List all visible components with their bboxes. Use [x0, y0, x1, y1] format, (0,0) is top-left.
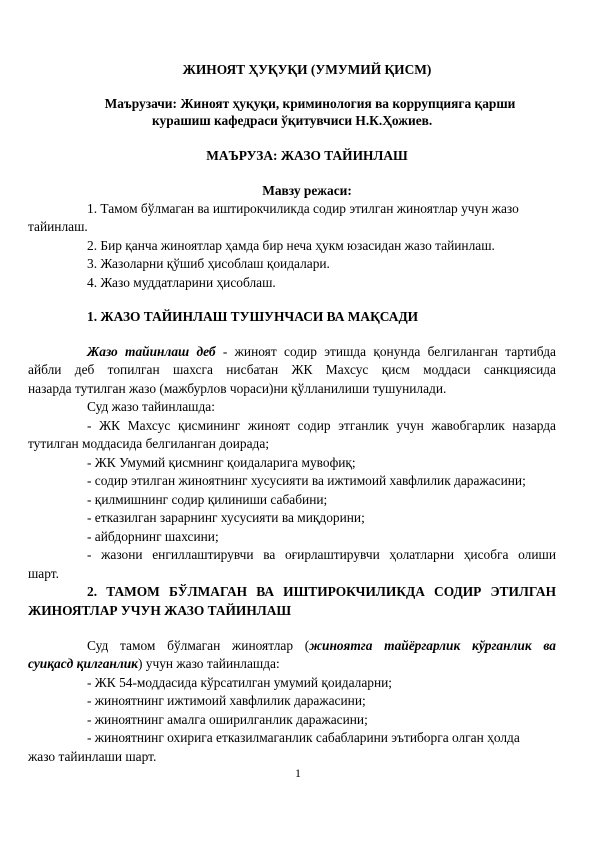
definition-term: Жазо тайинлаш деб — [87, 344, 216, 359]
plan-item-1: 1. Тамом бўлмаган ва иштирокчиликда содир этилган жиноятлар учун жазо — [87, 201, 519, 216]
court-intro: Суд жазо тайинлашда: — [87, 399, 215, 414]
rule-4: - жиноятнинг охирига етказилмаганлик сабабларини эътиборга олган ҳолда — [87, 730, 520, 745]
section-2-para-line-1 — [87, 638, 556, 654]
rule-1: - ЖК 54-моддасида кўрсатилган умумий қоидаларни; — [87, 675, 393, 690]
rule-4-cont: жазо тайинлаши шарт. — [28, 749, 157, 764]
criterion-1-cont: тутилган моддасида белгиланган доирада; — [28, 436, 270, 451]
criterion-5: - етказилган зарарнинг хусусияти ва миқдорини; — [87, 510, 365, 525]
para-term: жиноятга тайёргарлик кўрганлик ва — [309, 638, 556, 653]
criterion-7: - жазони енгиллаштирувчи ва оғирлаштирувчи ҳолатларни ҳисобга олиши — [87, 547, 556, 562]
criterion-6: - айбдорнинг шахсини; — [87, 529, 219, 544]
criterion-7-cont: шарт. — [28, 566, 59, 581]
criterion-4: - қилмишнинг содир қилиниши сабабини; — [87, 492, 328, 507]
section-2-para-line-2 — [28, 656, 526, 672]
plan-item-3: 3. Жазоларни қўшиб ҳисоблаш қоидалари. — [87, 256, 330, 271]
section-2-heading: 2. ТАМОМ БЎЛМАГАН ВА ИШТИРОКЧИЛИКДА СОДИР ЭТИЛГАН — [87, 584, 556, 599]
section-1-heading: 1. ЖАЗО ТАЙИНЛАШ ТУШУНЧАСИ ВА МАҚСАДИ — [87, 309, 419, 324]
definition-text: - жиноят содир этишда қонунда белгиланган тартибда — [215, 344, 556, 359]
rule-2: - жиноятнинг ижтимоий хавфлилик даражасини; — [87, 693, 366, 708]
page-number: 1 — [295, 766, 301, 780]
definition-line-1 — [28, 344, 556, 360]
document-title: ЖИНОЯТ ҲУҚУҚИ (УМУМИЙ ҚИСМ) — [182, 62, 432, 77]
criterion-1: - ЖК Махсус қисмининг жиноят содир этганлик учун жавобгарлик назарда — [87, 418, 556, 433]
para-text-cont: ) учун жазо тайинлашда: — [137, 656, 280, 671]
rule-3: - жиноятнинг амалга оширилганлик даражасини; — [87, 712, 368, 727]
lecture-title: МАЪРУЗА: ЖАЗО ТАЙИНЛАШ — [206, 148, 408, 163]
plan-heading: Мавзу режаси: — [262, 183, 352, 198]
section-2-heading-cont: ЖИНОЯТЛАР УЧУН ЖАЗО ТАЙИНЛАШ — [28, 603, 292, 618]
criterion-3: - содир этилган жиноятнинг хусусияти ва ижтимоий хавфлилик даражасини; — [87, 473, 526, 488]
plan-item-4: 4. Жазо муддатларини ҳисоблаш. — [87, 275, 276, 290]
lecturer-line-2: курашиш кафедраси ўқитувчиси Н.К.Ҳожиев. — [152, 113, 433, 128]
plan-item-1-cont: тайинлаш. — [28, 219, 88, 234]
para-term-cont: суиқасд қилганлик — [28, 656, 138, 671]
lecturer-line-1: Маърузачи: Жиноят ҳуқуқи, криминология ва коррупцияга қарши — [104, 96, 516, 111]
para-text: Суд тамом бўлмаган жиноятлар ( — [87, 638, 310, 653]
plan-item-2: 2. Бир қанча жиноятлар ҳамда бир неча ҳукм юзасидан жазо тайинлаш. — [87, 238, 495, 253]
definition-line-3: назарда тутилган жазо (мажбурлов чораси)ни қўлланилиши тушунилади. — [28, 381, 447, 396]
criterion-2: - ЖК Умумий қисмнинг қоидаларига мувофиқ; — [87, 455, 356, 470]
definition-line-2: айбли деб топилган шахсга нисбатан ЖК Махсус қисм моддаси санкциясида — [28, 362, 556, 377]
